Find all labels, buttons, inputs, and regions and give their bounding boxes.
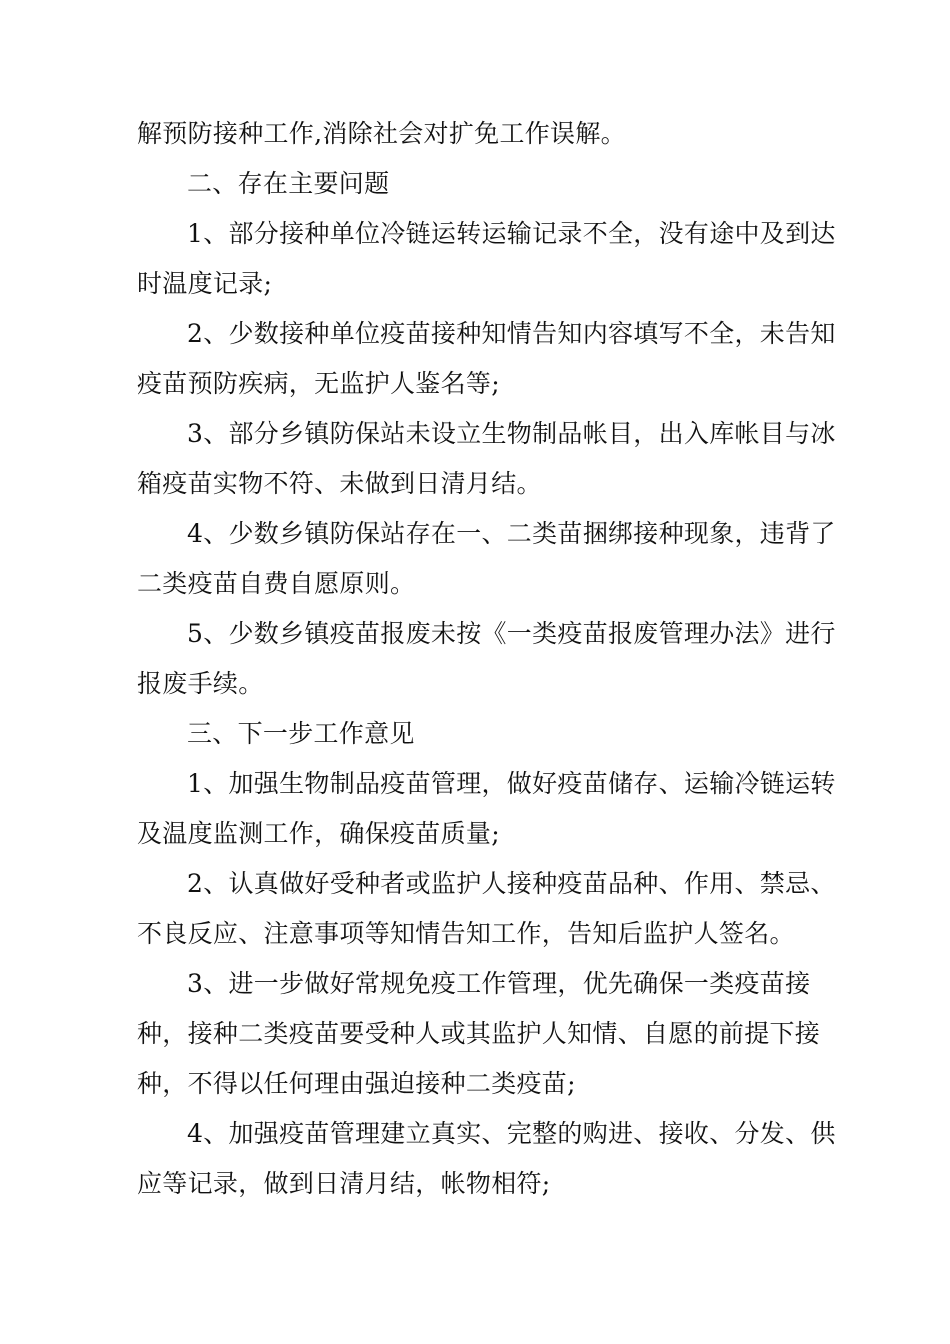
section-heading-problems: 二、存在主要问题: [187, 169, 390, 198]
problem-item-4: 4、少数乡镇防保站存在一、二类苗捆绑接种现象，违背了二类疫苗自费自愿原则。: [137, 519, 836, 598]
next-step-item-4: 4、加强疫苗管理建立真实、完整的购进、接收、分发、供应等记录，做到日清月结，帐物相符;: [137, 1119, 836, 1198]
problem-item-3: 3、部分乡镇防保站未设立生物制品帐目，出入库帐目与冰箱疫苗实物不符、未做到日清月结。: [137, 419, 836, 498]
problem-item-2: 2、少数接种单位疫苗接种知情告知内容填写不全，未告知疫苗预防疾病，无监护人鉴名等;: [137, 319, 836, 398]
next-step-item-3: 3、进一步做好常规免疫工作管理，优先确保一类疫苗接种，接种二类疫苗要受种人或其监护人知情、自愿的前提下接种，不得以任何理由强迫接种二类疫苗;: [137, 969, 821, 1098]
next-step-item-1: 1、加强生物制品疫苗管理，做好疫苗储存、运输冷链运转及温度监测工作，确保疫苗质量;: [137, 769, 836, 848]
next-step-item-2: 2、认真做好受种者或监护人接种疫苗品种、作用、禁忌、不良反应、注意事项等知情告知工作，告知后监护人签名。: [137, 869, 836, 948]
problem-item-1: 1、部分接种单位冷链运转运输记录不全，没有途中及到达时温度记录;: [137, 219, 836, 298]
document-body: [137, 109, 837, 1209]
section-heading-next-steps: 三、下一步工作意见: [187, 719, 415, 748]
paragraph-continuation: 解预防接种工作,消除社会对扩免工作误解。: [137, 119, 626, 148]
problem-item-5: 5、少数乡镇疫苗报废未按《一类疫苗报废管理办法》进行报废手续。: [137, 619, 836, 698]
